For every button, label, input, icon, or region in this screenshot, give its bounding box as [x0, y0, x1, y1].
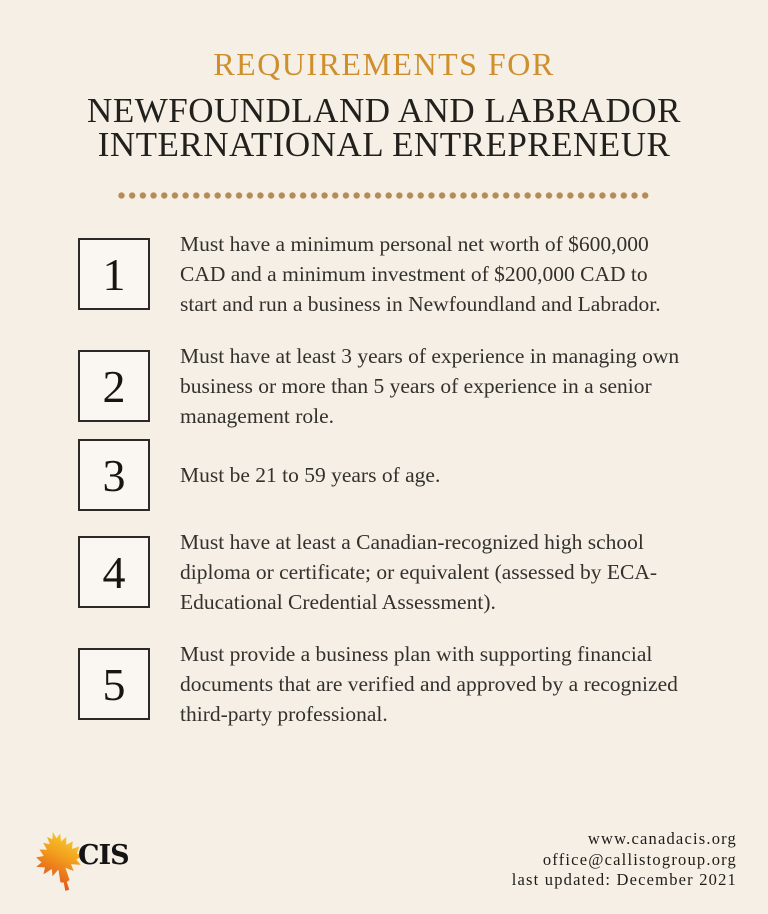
website-text: www.canadacis.org: [587, 829, 737, 848]
last-updated-text: last updated: December 2021: [511, 870, 737, 889]
requirement-text: Must provide a business plan with supporting financial documents that are verified and approved by a recognized third-party professional.: [180, 642, 678, 726]
requirement-text: Must have a minimum personal net worth of $600,000 CAD and a minimum investment of $200,000 CAD to start and run a business in Newfoundland and Labrador.: [180, 232, 661, 316]
requirement-item-1: [0, 229, 768, 319]
eyebrow-title: REQUIREMENTS FOR: [213, 46, 555, 82]
requirement-text: Must have at least 3 years of experience in managing own business or more than 5 years of experience in a senior management role.: [180, 344, 680, 428]
page-title-line1: NEWFOUNDLAND AND LABRADOR: [87, 91, 681, 130]
requirement-item-4: [0, 527, 768, 617]
company-logo: [30, 824, 160, 908]
requirement-number-box: 3: [78, 439, 150, 511]
page-title-line2: INTERNATIONAL ENTREPRENEUR: [97, 125, 671, 164]
page-title: [0, 91, 768, 164]
requirement-number-box: 4: [78, 536, 150, 608]
requirement-number-box: 5: [78, 648, 150, 720]
header: [0, 0, 768, 162]
footer-contact: [512, 829, 737, 891]
requirement-number-box: 1: [78, 238, 150, 310]
email-text: office@callistogroup.org: [542, 849, 737, 869]
requirement-text: Must have at least a Canadian-recognized high school diploma or certificate; or equivalent (assessed by ECA- Educational Credential Assessment).: [180, 530, 658, 614]
requirement-number-box: 2: [78, 350, 150, 422]
requirement-item-5: [0, 639, 768, 729]
requirement-item-3: [0, 439, 768, 511]
requirements-list: [0, 229, 768, 729]
dotted-divider: [118, 192, 650, 199]
logo-wordmark: CIS: [78, 840, 129, 871]
requirement-text: Must be 21 to 59 years of age.: [180, 463, 441, 487]
requirement-item-2: [0, 341, 768, 431]
